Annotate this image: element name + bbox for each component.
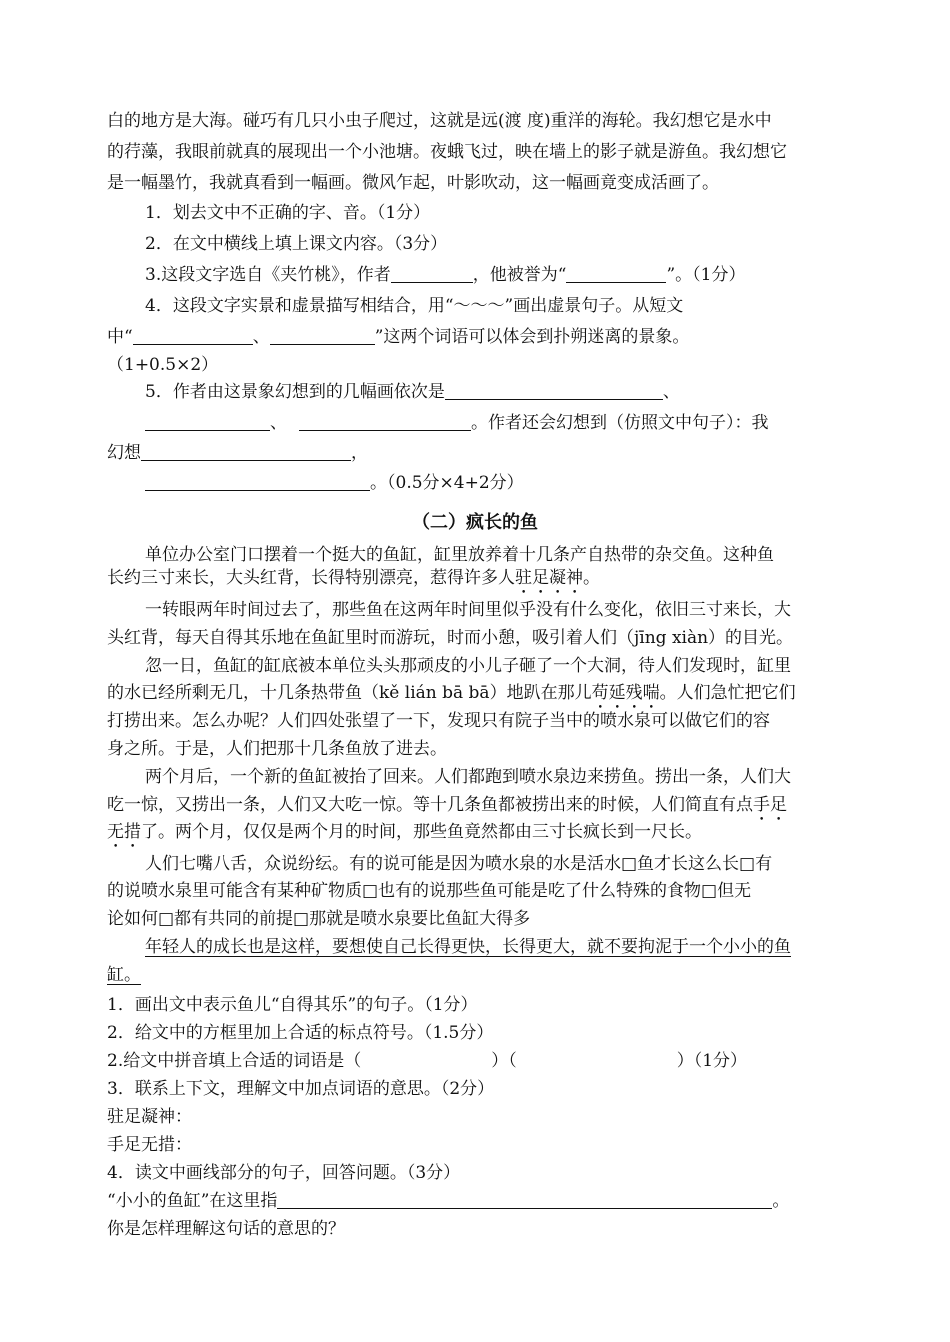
article-underlined-line1: 年轻人的成长也是这样，要想使自己长得更快，长得更大，就不要拘泥于一个小小的鱼 xyxy=(145,937,791,957)
question1-3 xyxy=(145,262,745,288)
author-blank[interactable] xyxy=(391,264,473,283)
question2-1: 1．画出文中表示鱼儿“自得其乐”的句子。（1分） xyxy=(107,995,478,1015)
q3-text-a: 3.这段文字选自《夹竹桃》，作者 xyxy=(145,265,391,285)
question2-5: 4．读文中画线部分的句子，回答问题。（3分） xyxy=(107,1163,461,1183)
imagine1-blank[interactable] xyxy=(141,442,351,461)
question1-2: 2．在文中横线上填上课文内容。（3分） xyxy=(145,234,448,254)
q5-text-g: 。（0.5分×4+2分） xyxy=(370,473,524,493)
word-zhuzu-label: 驻足凝神： xyxy=(107,1107,192,1127)
article-line2-end: 。 xyxy=(583,568,600,588)
fishbowl-question-text: “小小的鱼缸”在这里指 xyxy=(107,1191,278,1211)
article-line2 xyxy=(107,565,600,598)
article-line11-text: 了。两个月，仅仅是两个月的时间，那些鱼竟然都由三寸长疯长到一尺长。 xyxy=(141,822,702,842)
word1-blank[interactable] xyxy=(133,326,253,345)
fishbowl-answer-blank[interactable] xyxy=(277,1190,772,1209)
painting2-blank[interactable] xyxy=(145,412,270,431)
title-blank[interactable] xyxy=(566,264,666,283)
dotted-word-wucuo: 无措 xyxy=(107,822,141,842)
q4-text-b: 中“ xyxy=(107,327,133,347)
article-line5: 忽一日，鱼缸的缸底被本单位头头那顽皮的小儿子砸了一个大洞，待人们发现时，缸里 xyxy=(145,656,791,676)
pinyin-question-mid: ）（ xyxy=(491,1051,517,1071)
question2-2: 2．给文中的方框里加上合适的标点符号。（1.5分） xyxy=(107,1023,494,1043)
article-line11 xyxy=(107,819,702,852)
question1-5-imagine xyxy=(107,440,368,466)
q5-text-a: 5．作者由这景象幻想到的几幅画依次是 xyxy=(145,382,445,402)
word-shouzu-label: 手足无措： xyxy=(107,1135,192,1155)
word2-blank[interactable] xyxy=(270,326,375,345)
q4-text-c: 、 xyxy=(252,327,270,347)
question2-3 xyxy=(107,1048,747,1074)
painting1-blank[interactable] xyxy=(445,381,663,400)
dotted-word-zhuzu: 驻足凝神 xyxy=(515,568,583,588)
article-line13: 的说喷水泉里可能含有某种矿物质□也有的说那些鱼可能是吃了什么特殊的食物□但无 xyxy=(107,881,752,901)
question1-5 xyxy=(145,379,680,405)
dotted-word-shouzu: 手足 xyxy=(753,795,787,815)
question2-5-b: 你是怎样理解这句话的意思的？ xyxy=(107,1219,345,1239)
q5-text-b: 、 xyxy=(662,382,680,402)
article-line9: 两个月后，一个新的鱼缸被抬了回来。人们都跑到喷水泉边来捞鱼。捞出一条，人们大 xyxy=(145,767,791,787)
question1-1: 1．划去文中不正确的字、音。（1分） xyxy=(145,203,431,223)
question1-4: 4．这段文字实景和虚景描写相结合，用“～～～”画出虚景句子。从短文 xyxy=(145,296,684,316)
article-line4: 头红背，每天自得其乐地在鱼缸里时而游玩，时而小憩，吸引着人们（jīng xiàn）的目光。 xyxy=(107,628,794,648)
question1-4-cont xyxy=(107,324,689,350)
imagine2-blank[interactable] xyxy=(145,472,370,491)
question2-4: 3．联系上下文，理解文中加点词语的意思。（2分） xyxy=(107,1079,495,1099)
passage1-line2: 的荇藻，我眼前就真的展现出一个小池塘。夜蛾飞过，映在墙上的影子就是游鱼。我幻想它 xyxy=(107,142,787,162)
q3-text-b: ，他被誉为“ xyxy=(472,265,567,285)
q3-text-c: ”。（1分） xyxy=(666,265,746,285)
question1-4-score: （1+0.5×2） xyxy=(107,355,219,375)
question1-5-end xyxy=(145,470,524,496)
article-line1: 单位办公室门口摆着一个挺大的鱼缸，缸里放养着十几条产自热带的杂交鱼。这种鱼 xyxy=(145,545,774,565)
q5-text-f: ， xyxy=(351,443,368,463)
fishbowl-question-end: 。 xyxy=(772,1191,790,1211)
article-line6-end: 。人们急忙把它们 xyxy=(659,683,796,703)
pinyin-question-end: ）（1分） xyxy=(676,1051,748,1071)
article-line7: 打捞出来。怎么办呢？人们四处张望了一下，发现只有院子当中的喷水泉可以做它们的容 xyxy=(107,711,770,731)
passage1-line3: 是一幅墨竹，我就真看到一幅画。微风乍起，叶影吹动，这一幅画竟变成活画了。 xyxy=(107,173,719,193)
q5-text-c: 、 xyxy=(270,413,287,433)
painting3-blank[interactable] xyxy=(299,412,471,431)
article-line12: 人们七嘴八舌，众说纷纭。有的说可能是因为喷水泉的水是活水□鱼才长这么长□有 xyxy=(145,854,773,874)
article-line8: 身之所。于是，人们把那十几条鱼放了进去。 xyxy=(107,739,447,759)
pinyin-question-text: 2.给文中拼音填上合适的词语是（ xyxy=(107,1051,362,1071)
article-underlined-line2: 缸。 xyxy=(107,965,141,985)
q5-text-e: 幻想 xyxy=(107,443,141,463)
dotted-word-gouyan: 苟延残喘 xyxy=(591,683,660,703)
passage1-line1: 白的地方是大海。碰巧有几只小虫子爬过，这就是远(渡 度)重洋的海轮。我幻想它是水中 xyxy=(107,111,772,131)
question2-5-a xyxy=(107,1188,789,1214)
article-line10-text: 吃一惊，又捞出一条，人们又大吃一惊。等十几条鱼都被捞出来的时候，人们简直有点 xyxy=(107,795,753,815)
q4-text-d: ”这两个词语可以体会到扑朔迷离的景象。 xyxy=(374,327,690,347)
section-title: （二）疯长的鱼 xyxy=(412,512,538,533)
question1-5-cont xyxy=(145,410,769,436)
article-line14: 论如何□都有共同的前提□那就是喷水泉要比鱼缸大得多 xyxy=(107,909,531,929)
article-line2-text: 长约三寸来长，大头红背，长得特别漂亮，惹得许多人 xyxy=(107,568,515,588)
article-line6-text: 的水已经所剩无几，十几条热带鱼（kě lián bā bā）地趴在那儿 xyxy=(107,683,592,703)
q5-text-d: 。作者还会幻想到（仿照文中句子）：我 xyxy=(471,413,769,433)
article-line3: 一转眼两年时间过去了，那些鱼在这两年时间里似乎没有什么变化，依旧三寸来长，大 xyxy=(145,600,791,620)
